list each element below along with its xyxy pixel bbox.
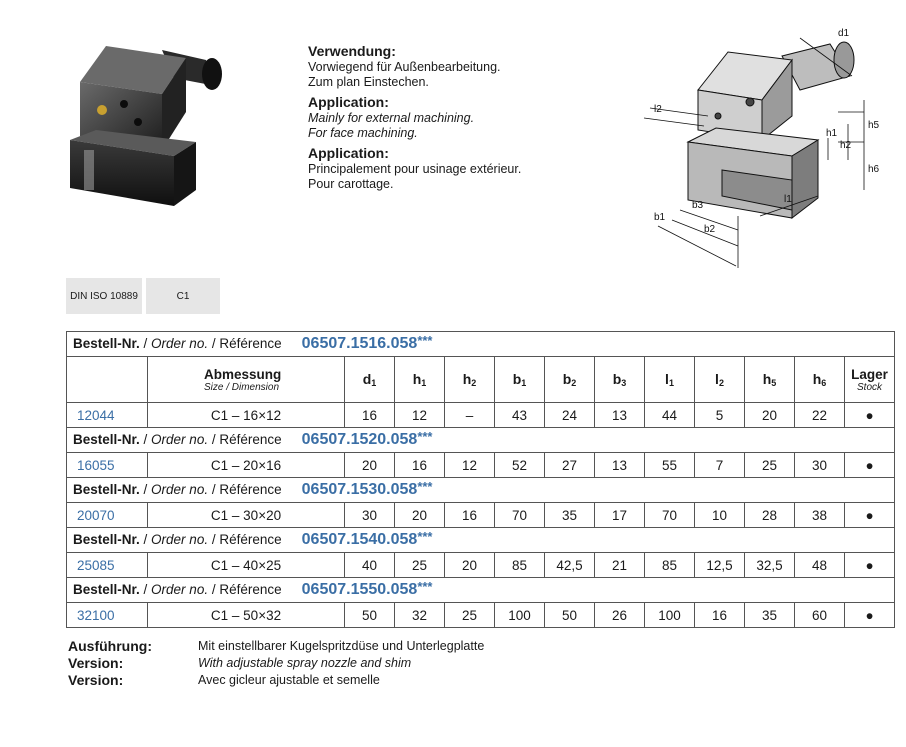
column-symbol: b <box>612 371 622 387</box>
value-cell: 70 <box>645 503 695 528</box>
order-label-de: Bestell-Nr. <box>73 582 140 597</box>
value-cell: 25 <box>395 553 445 578</box>
label-separator: / <box>139 532 152 547</box>
article-code: 20070 <box>67 503 148 528</box>
value-cell: 85 <box>495 553 545 578</box>
value-cell: 20 <box>745 403 795 428</box>
label-b2: b2 <box>704 224 716 235</box>
article-code: 25085 <box>67 553 148 578</box>
column-symbol: l <box>665 371 669 387</box>
stock-label-de: Lager <box>851 366 888 382</box>
value-cell: 43 <box>495 403 545 428</box>
value-cell: 100 <box>495 603 545 628</box>
label-separator: / <box>208 432 220 447</box>
order-header <box>67 332 895 357</box>
value-cell: 38 <box>795 503 845 528</box>
label-separator: / <box>208 582 220 597</box>
order-number-suffix: *** <box>417 333 433 348</box>
order-header <box>67 478 895 503</box>
value-cell: 10 <box>695 503 745 528</box>
value-cell: 30 <box>795 453 845 478</box>
version-value-de: Mit einstellbarer Kugelspritzdüse und Unterlegplatte <box>198 638 485 653</box>
column-symbol: h <box>412 371 422 387</box>
label-separator: / <box>139 432 152 447</box>
label-h2: h2 <box>840 140 852 151</box>
order-header-row <box>67 478 895 503</box>
column-header-d1 <box>345 357 395 403</box>
value-cell: 70 <box>495 503 545 528</box>
size-cell: C1 – 16×12 <box>148 403 345 428</box>
table-row <box>67 403 895 428</box>
dimension-label-en: Size / Dimension <box>204 381 280 393</box>
version-value-fr: Avec gicleur ajustable et semelle <box>198 672 380 687</box>
column-header-stock <box>845 357 895 403</box>
order-number: 06507.1530.058 <box>301 481 418 498</box>
order-label-fr: Référence <box>219 432 282 447</box>
value-cell: 26 <box>595 603 645 628</box>
order-header <box>67 528 895 553</box>
value-cell: 24 <box>545 403 595 428</box>
value-cell: 12 <box>445 453 495 478</box>
label-separator: / <box>139 482 152 497</box>
table-row <box>67 453 895 478</box>
value-cell: – <box>445 403 495 428</box>
value-cell: 25 <box>445 603 495 628</box>
order-label-de: Bestell-Nr. <box>73 532 140 547</box>
order-label-en: Order no. <box>151 432 209 447</box>
size-cell: C1 – 40×25 <box>148 553 345 578</box>
order-label-fr: Référence <box>219 582 282 597</box>
column-header-b1 <box>495 357 545 403</box>
application-line-fr-2: Pour carottage. <box>308 177 394 191</box>
value-cell: 32 <box>395 603 445 628</box>
value-cell: 100 <box>645 603 695 628</box>
value-cell: 20 <box>445 553 495 578</box>
application-line-en-2: For face machining. <box>308 126 418 140</box>
column-header-h5 <box>745 357 795 403</box>
value-cell: 35 <box>745 603 795 628</box>
label-separator: / <box>139 582 152 597</box>
value-cell: 16 <box>695 603 745 628</box>
order-header-row <box>67 528 895 553</box>
order-label-fr: Référence <box>219 532 282 547</box>
order-header-row <box>67 578 895 603</box>
value-cell: 42,5 <box>545 553 595 578</box>
order-number-suffix: *** <box>417 579 433 594</box>
application-text <box>308 43 608 192</box>
value-cell: 55 <box>645 453 695 478</box>
application-heading-de: Verwendung: <box>308 43 396 59</box>
label-h5: h5 <box>868 120 880 131</box>
column-header-l1 <box>645 357 695 403</box>
label-separator: / <box>208 482 220 497</box>
value-cell: 16 <box>445 503 495 528</box>
product-photo <box>66 38 236 213</box>
column-subscript: 6 <box>821 378 827 388</box>
column-symbol: h <box>812 371 822 387</box>
value-cell: 12,5 <box>695 553 745 578</box>
value-cell: 5 <box>695 403 745 428</box>
column-header-b2 <box>545 357 595 403</box>
order-label-de: Bestell-Nr. <box>73 432 140 447</box>
application-line-en-1: Mainly for external machining. <box>308 111 475 125</box>
label-b1: b1 <box>654 212 666 223</box>
value-cell: 50 <box>345 603 395 628</box>
order-number: 06507.1540.058 <box>301 531 418 548</box>
dimension-drawing <box>632 20 894 282</box>
label-l2: l2 <box>654 104 662 115</box>
column-header-l2 <box>695 357 745 403</box>
value-cell: 20 <box>395 503 445 528</box>
value-cell: 85 <box>645 553 695 578</box>
order-label-en: Order no. <box>151 482 209 497</box>
order-label-fr: Référence <box>219 336 282 351</box>
order-number-suffix: *** <box>417 529 433 544</box>
column-header-h2 <box>445 357 495 403</box>
value-cell: 7 <box>695 453 745 478</box>
label-l1: l1 <box>784 194 792 205</box>
value-cell: 20 <box>345 453 395 478</box>
application-heading-fr: Application: <box>308 145 389 161</box>
column-symbol: l <box>715 371 719 387</box>
column-symbol: b <box>512 371 522 387</box>
value-cell: 44 <box>645 403 695 428</box>
column-subscript: 3 <box>621 378 627 388</box>
order-label-en: Order no. <box>151 336 209 351</box>
column-subscript: 2 <box>718 378 724 388</box>
label-h6: h6 <box>868 164 880 175</box>
value-cell: 27 <box>545 453 595 478</box>
standard-tag: DIN ISO 10889 <box>66 278 142 314</box>
table-row <box>67 553 895 578</box>
application-line-fr-1: Principalement pour usinage extérieur. <box>308 162 522 176</box>
value-cell: 30 <box>345 503 395 528</box>
value-cell: 28 <box>745 503 795 528</box>
column-symbol: b <box>562 371 572 387</box>
size-cell: C1 – 20×16 <box>148 453 345 478</box>
application-line-de-2: Zum plan Einstechen. <box>308 75 429 89</box>
column-subscript: 2 <box>471 378 477 388</box>
stock-indicator: ● <box>845 403 895 428</box>
version-notes <box>68 637 484 688</box>
label-h1: h1 <box>826 128 838 139</box>
column-subscript: 5 <box>771 378 777 388</box>
value-cell: 13 <box>595 453 645 478</box>
column-symbol: h <box>462 371 472 387</box>
value-cell: 12 <box>395 403 445 428</box>
dimension-label-de: Abmessung <box>204 366 282 382</box>
column-subscript: 1 <box>421 378 427 388</box>
version-label-de: Ausführung: <box>68 637 152 654</box>
order-label-fr: Référence <box>219 482 282 497</box>
order-label-de: Bestell-Nr. <box>73 336 140 351</box>
table-row <box>67 603 895 628</box>
stock-indicator: ● <box>845 603 895 628</box>
version-label-en: Version: <box>68 654 124 671</box>
order-header-row <box>67 428 895 453</box>
label-separator: / <box>139 336 152 351</box>
application-line-de-1: Vorwiegend für Außenbearbeitung. <box>308 60 501 74</box>
value-cell: 25 <box>745 453 795 478</box>
value-cell: 40 <box>345 553 395 578</box>
value-cell: 48 <box>795 553 845 578</box>
size-cell: C1 – 50×32 <box>148 603 345 628</box>
order-number: 06507.1550.058 <box>301 581 418 598</box>
value-cell: 16 <box>345 403 395 428</box>
order-number: 06507.1516.058 <box>301 335 418 352</box>
column-subscript: 1 <box>521 378 527 388</box>
value-cell: 21 <box>595 553 645 578</box>
version-value-en: With adjustable spray nozzle and shim <box>198 655 412 670</box>
order-number-suffix: *** <box>417 479 433 494</box>
value-cell: 52 <box>495 453 545 478</box>
column-subscript: 1 <box>371 378 377 388</box>
order-number: 06507.1520.058 <box>301 431 418 448</box>
value-cell: 35 <box>545 503 595 528</box>
article-code: 12044 <box>67 403 148 428</box>
stock-indicator: ● <box>845 553 895 578</box>
column-header-row <box>67 357 895 403</box>
article-code: 16055 <box>67 453 148 478</box>
label-b3: b3 <box>692 200 704 211</box>
label-separator: / <box>208 336 220 351</box>
value-cell: 13 <box>595 403 645 428</box>
order-header-row <box>67 332 895 357</box>
label-separator: / <box>208 532 220 547</box>
column-header-b3 <box>595 357 645 403</box>
order-label-en: Order no. <box>151 582 209 597</box>
size-cell: C1 – 30×20 <box>148 503 345 528</box>
form-tag: C1 <box>146 278 220 314</box>
stock-label-en: Stock <box>857 381 883 393</box>
value-cell: 60 <box>795 603 845 628</box>
version-label-fr: Version: <box>68 671 124 688</box>
column-symbol: d <box>362 371 372 387</box>
order-number-suffix: *** <box>417 429 433 444</box>
value-cell: 17 <box>595 503 645 528</box>
label-d1: d1 <box>838 28 850 39</box>
value-cell: 22 <box>795 403 845 428</box>
column-subscript: 1 <box>668 378 674 388</box>
spec-table <box>66 331 895 628</box>
order-header <box>67 428 895 453</box>
stock-indicator: ● <box>845 503 895 528</box>
application-heading-en: Application: <box>308 94 389 110</box>
column-header-h6 <box>795 357 845 403</box>
order-label-en: Order no. <box>151 532 209 547</box>
value-cell: 16 <box>395 453 445 478</box>
stock-indicator: ● <box>845 453 895 478</box>
value-cell: 32,5 <box>745 553 795 578</box>
column-header-h1 <box>395 357 445 403</box>
article-code: 32100 <box>67 603 148 628</box>
order-header <box>67 578 895 603</box>
column-subscript: 2 <box>571 378 577 388</box>
column-header-code <box>67 357 148 403</box>
column-symbol: h <box>762 371 772 387</box>
table-row <box>67 503 895 528</box>
order-label-de: Bestell-Nr. <box>73 482 140 497</box>
column-header-dimension <box>148 357 345 403</box>
value-cell: 50 <box>545 603 595 628</box>
